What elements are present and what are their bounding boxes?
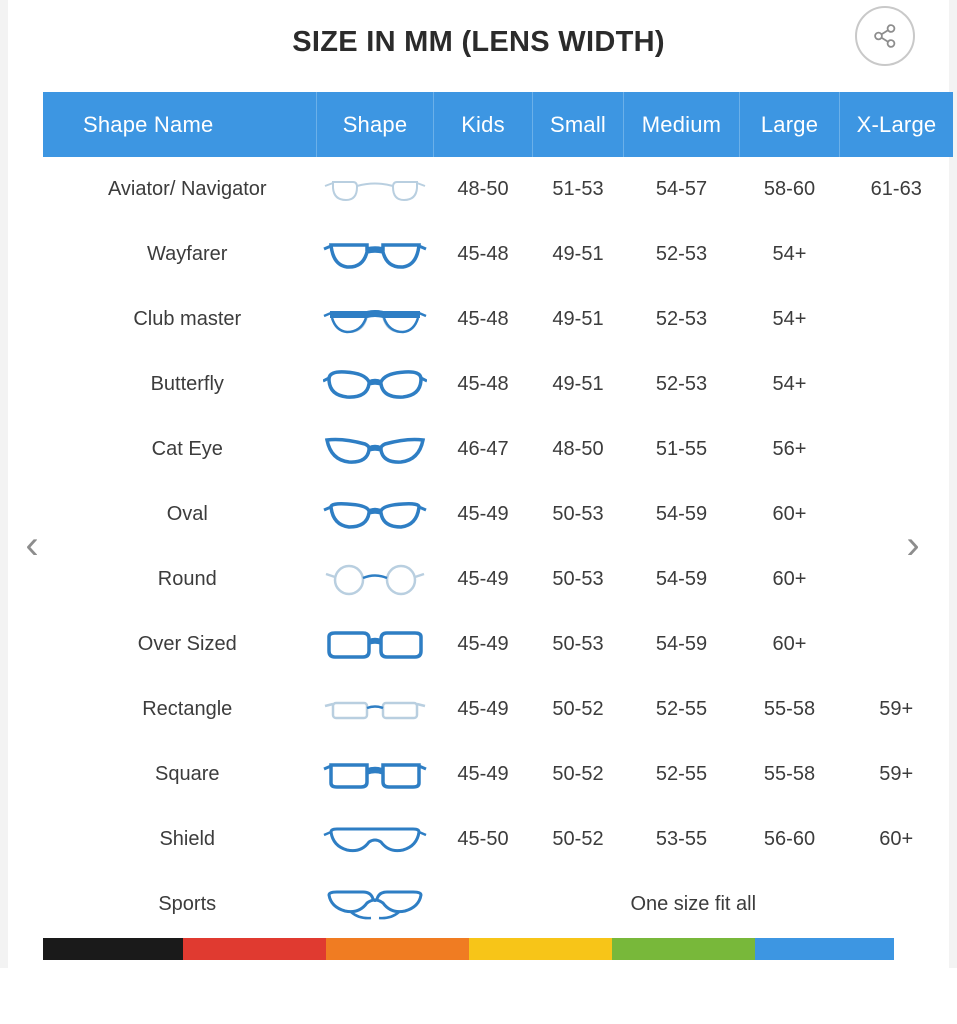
cell-shape-icon [317, 287, 434, 352]
cell-shape-icon [317, 612, 434, 677]
sports-glasses-icon [323, 893, 427, 915]
cell-shape-name: Over Sized [137, 633, 237, 655]
cell-shape-name: Cat Eye [151, 438, 223, 460]
cell-kids: 45-49 [457, 503, 509, 525]
cell-kids: 45-48 [457, 373, 509, 395]
cell-shape-icon [317, 157, 434, 222]
cell-small: 50-53 [552, 503, 604, 525]
cell-large: 60+ [772, 633, 807, 655]
clubmaster-glasses-icon [323, 308, 427, 330]
cell-medium: 54-57 [655, 178, 708, 200]
cell-shape-icon [317, 807, 434, 872]
table-row [43, 872, 953, 937]
rectangle-glasses-icon [323, 698, 427, 720]
cell-shape-name: Square [155, 763, 220, 785]
table-row [43, 807, 953, 872]
cell-medium: 52-53 [655, 373, 708, 395]
wayfarer-glasses-icon [323, 243, 427, 265]
cell-xlarge [840, 222, 954, 287]
cell-xlarge: 60+ [879, 828, 914, 850]
cell-xlarge [840, 417, 954, 482]
cell-xlarge [840, 482, 954, 547]
cell-large: 60+ [772, 503, 807, 525]
cateye-glasses-icon [323, 438, 427, 460]
cell-xlarge: 59+ [879, 698, 914, 720]
cell-shape-name: Shield [159, 828, 216, 850]
cell-large: 54+ [772, 373, 807, 395]
cell-one-size: One size fit all [630, 893, 757, 915]
column-header-medium: Medium [624, 92, 740, 157]
cell-small: 50-52 [552, 828, 604, 850]
cell-xlarge: 59+ [879, 763, 914, 785]
cell-kids: 45-49 [457, 763, 509, 785]
color-swatch-blue [755, 938, 894, 960]
color-legend-bar [43, 938, 894, 960]
cell-shape-icon [317, 547, 434, 612]
share-icon [872, 23, 898, 49]
column-header-shape: Shape [317, 92, 434, 157]
cell-small: 49-51 [552, 243, 604, 265]
cell-small: 50-52 [552, 763, 604, 785]
cell-shape-name: Round [157, 568, 217, 590]
cell-medium: 52-55 [655, 763, 708, 785]
cell-shape-icon [317, 352, 434, 417]
cell-shape-icon [317, 417, 434, 482]
cell-shape-icon [317, 677, 434, 742]
cell-large: 56-60 [763, 828, 816, 850]
cell-kids: 45-50 [457, 828, 509, 850]
cell-small: 49-51 [552, 308, 604, 330]
size-table [43, 92, 953, 937]
color-swatch-green [612, 938, 755, 960]
next-arrow-icon[interactable]: › [906, 523, 920, 567]
cell-large: 56+ [772, 438, 807, 460]
cell-medium: 52-53 [655, 308, 708, 330]
cell-large: 54+ [772, 243, 807, 265]
cell-medium: 53-55 [655, 828, 708, 850]
cell-large: 60+ [772, 568, 807, 590]
cell-kids: 45-48 [457, 308, 509, 330]
cell-shape-name: Rectangle [142, 698, 233, 720]
cell-kids: 45-49 [457, 568, 509, 590]
table-row [43, 417, 953, 482]
cell-xlarge [840, 547, 954, 612]
table-row [43, 482, 953, 547]
cell-shape-name: Club master [133, 308, 242, 330]
column-header-kids: Kids [434, 92, 533, 157]
cell-shape-icon [317, 872, 434, 937]
color-swatch-yellow [469, 938, 612, 960]
cell-large: 58-60 [763, 178, 816, 200]
cell-shape-name: Butterfly [150, 373, 224, 395]
table-header [43, 92, 953, 157]
cell-xlarge [840, 352, 954, 417]
table-row [43, 222, 953, 287]
cell-shape-name: Oval [166, 503, 208, 525]
size-table-container [43, 92, 937, 937]
page-title: SIZE IN MM (LENS WIDTH) [292, 26, 665, 58]
cell-medium: 54-59 [655, 633, 708, 655]
cell-kids: 48-50 [457, 178, 509, 200]
column-header-shape-name: Shape Name [43, 92, 317, 157]
cell-large: 55-58 [763, 698, 816, 720]
table-row [43, 612, 953, 677]
cell-kids: 46-47 [457, 438, 509, 460]
color-swatch-red [183, 938, 326, 960]
column-header-xlarge: X-Large [840, 92, 954, 157]
table-row [43, 352, 953, 417]
cell-shape-icon [317, 482, 434, 547]
cell-xlarge [840, 612, 954, 677]
shield-glasses-icon [323, 828, 427, 850]
cell-small: 51-53 [552, 178, 604, 200]
cell-kids: 45-48 [457, 243, 509, 265]
oversized-glasses-icon [323, 633, 427, 655]
header [0, 0, 957, 90]
cell-shape-icon [317, 222, 434, 287]
cell-medium: 54-59 [655, 503, 708, 525]
cell-kids: 45-49 [457, 698, 509, 720]
cell-shape-name: Wayfarer [147, 243, 228, 265]
round-glasses-icon [323, 568, 427, 590]
share-button[interactable] [855, 6, 915, 66]
oval-glasses-icon [323, 503, 427, 525]
cell-small: 50-53 [552, 633, 604, 655]
column-header-large: Large [740, 92, 840, 157]
column-header-small: Small [533, 92, 624, 157]
table-row [43, 677, 953, 742]
cell-small: 50-52 [552, 698, 604, 720]
color-swatch-black [43, 938, 183, 960]
cell-small: 50-53 [552, 568, 604, 590]
cell-shape-name: Sports [158, 893, 217, 915]
cell-small: 49-51 [552, 373, 604, 395]
cell-shape-icon [317, 742, 434, 807]
cell-xlarge [840, 287, 954, 352]
table-body [43, 157, 953, 937]
cell-large: 54+ [772, 308, 807, 330]
cell-medium: 52-55 [655, 698, 708, 720]
color-swatch-orange [326, 938, 469, 960]
cell-medium: 54-59 [655, 568, 708, 590]
cell-xlarge: 61-63 [870, 178, 922, 200]
page-left-edge [0, 0, 8, 1024]
page-bottom-area [0, 968, 957, 1024]
cell-medium: 52-53 [655, 243, 708, 265]
table-row [43, 742, 953, 807]
butterfly-glasses-icon [323, 373, 427, 395]
table-row [43, 157, 953, 222]
cell-shape-name: Aviator/ Navigator [107, 178, 267, 200]
cell-kids: 45-49 [457, 633, 509, 655]
cell-small: 48-50 [552, 438, 604, 460]
square-glasses-icon [323, 763, 427, 785]
table-row [43, 547, 953, 612]
table-row [43, 287, 953, 352]
cell-medium: 51-55 [655, 438, 708, 460]
table-header-row [43, 92, 953, 157]
cell-large: 55-58 [763, 763, 816, 785]
aviator-glasses-icon [323, 178, 427, 200]
prev-arrow-icon[interactable]: ‹ [25, 523, 39, 567]
